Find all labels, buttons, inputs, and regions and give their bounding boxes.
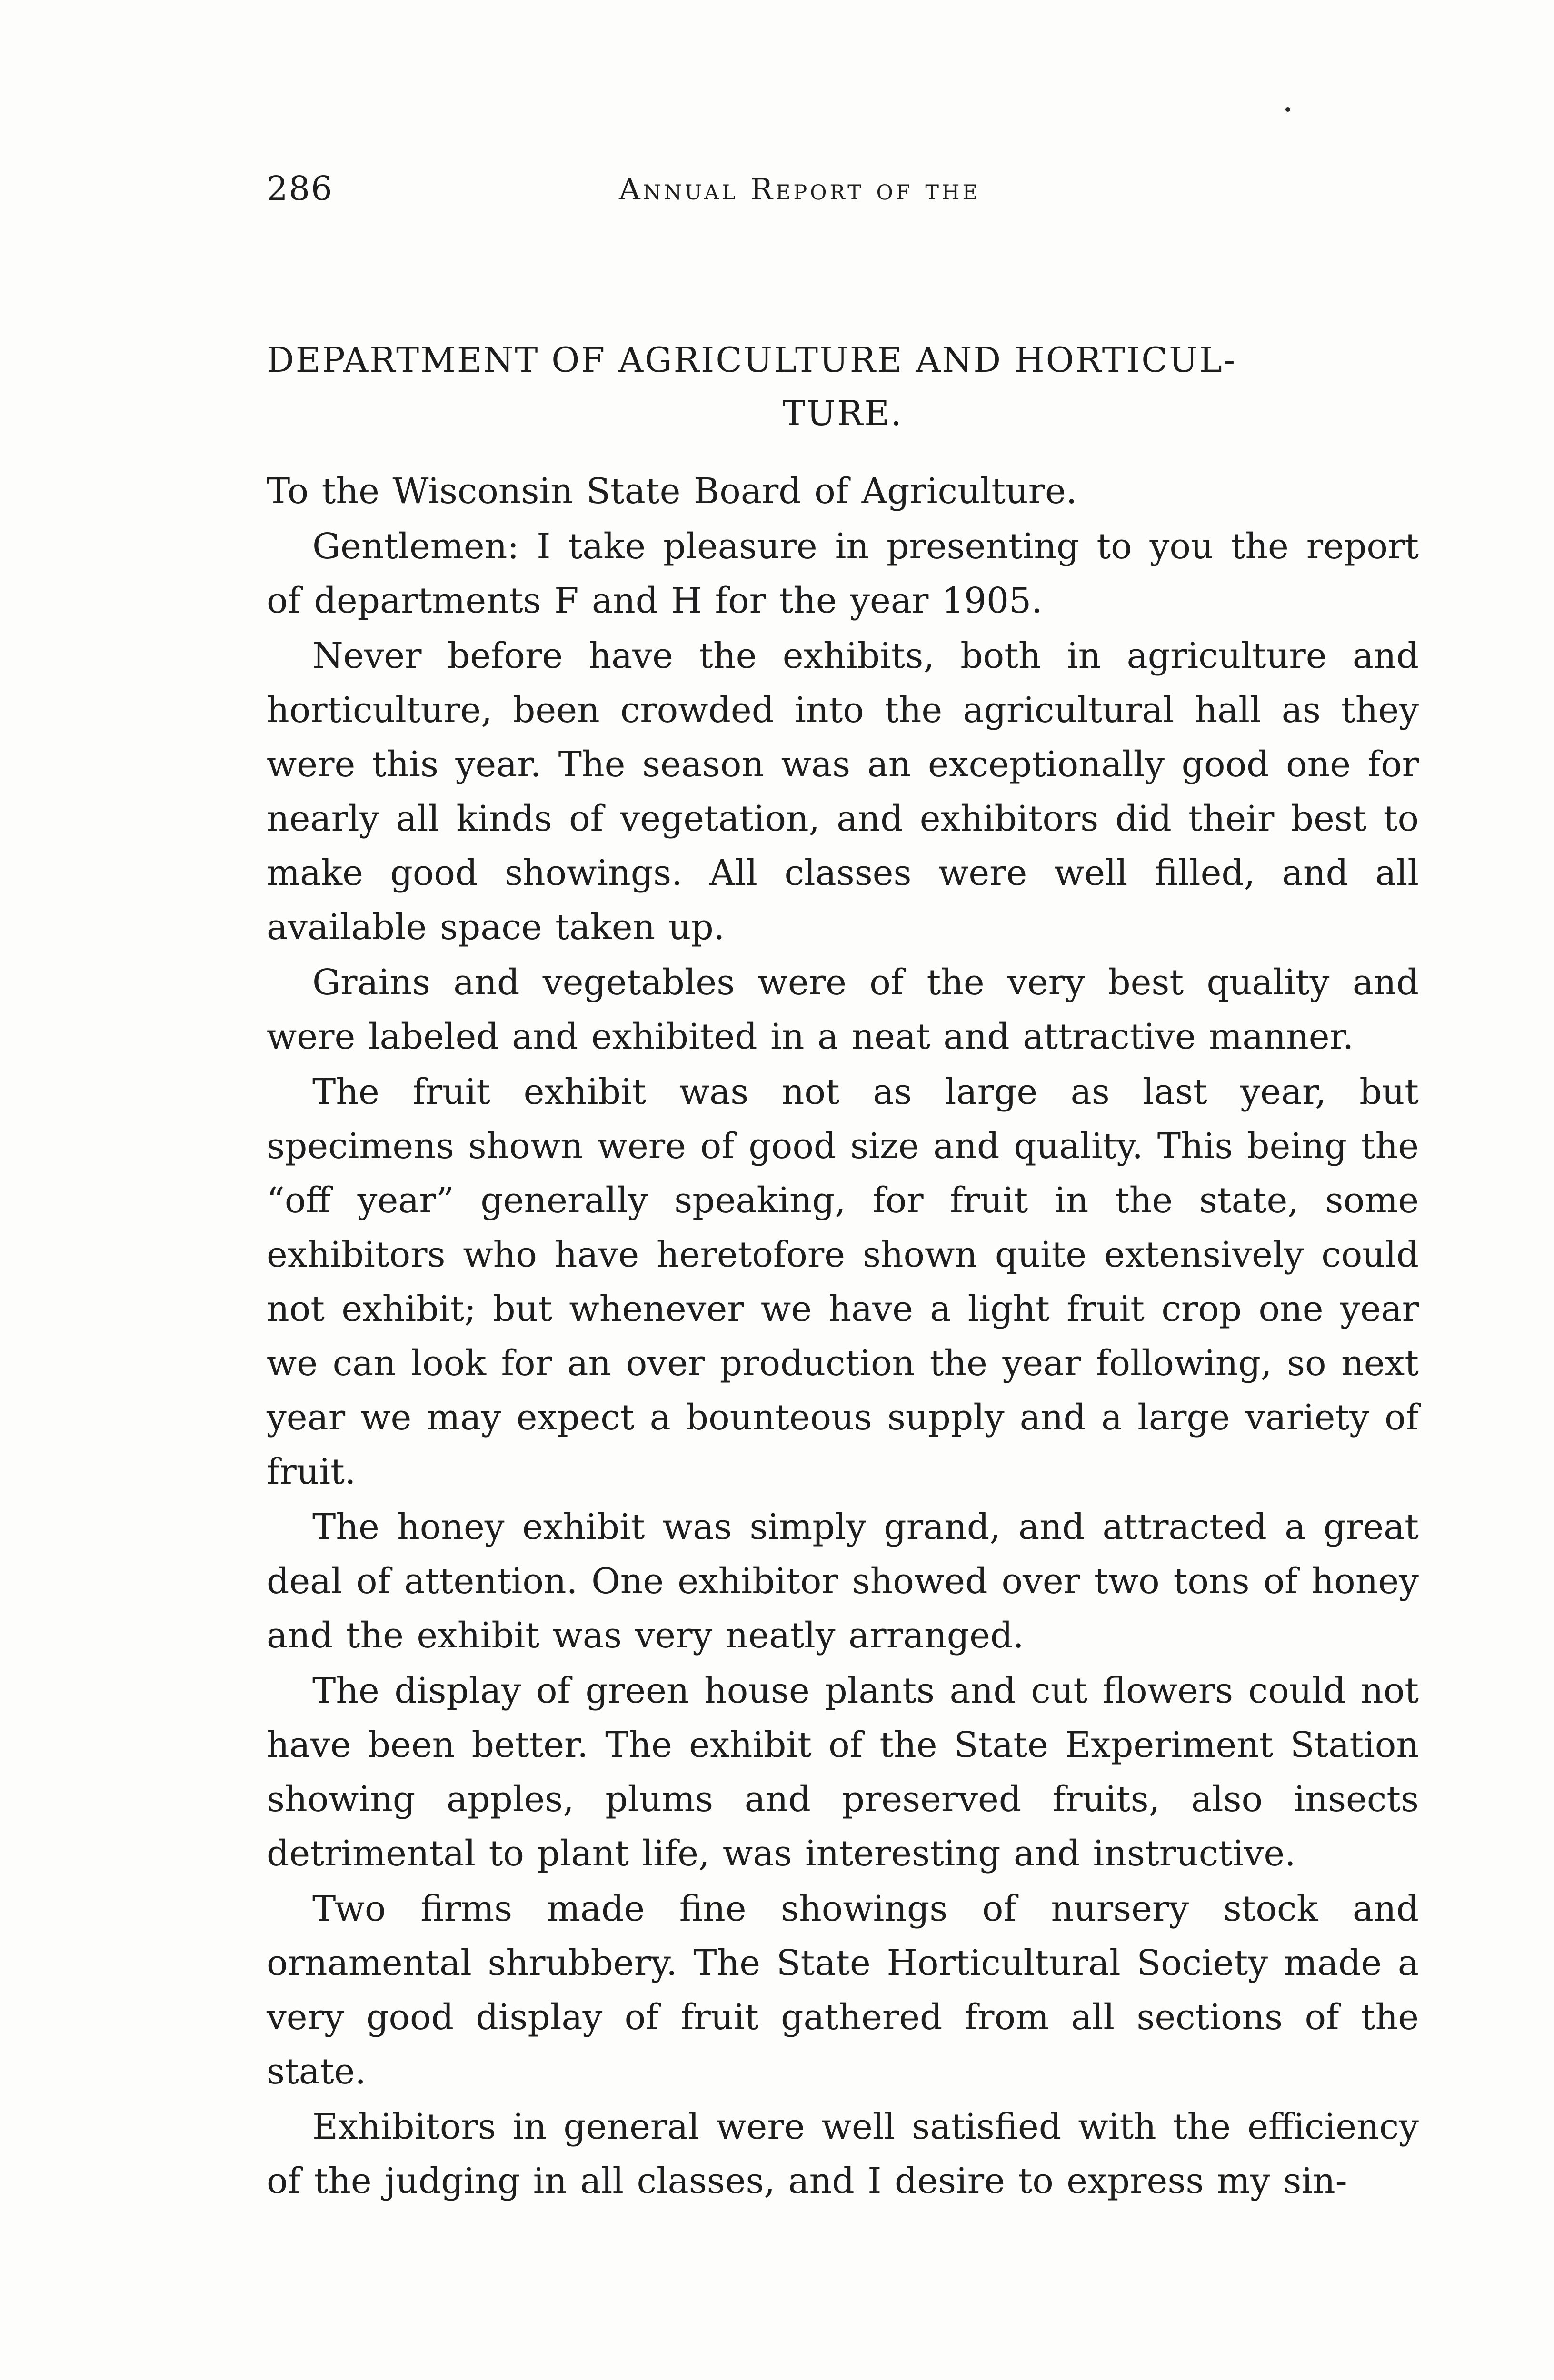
paragraph: Two firms made fine showings of nursery stock and ornamental shrubbery. The State Horticultural Society made a very good display of fruit gathered from all sections of the state. — [267, 1888, 1419, 2092]
section-title-line-1: DEPARTMENT OF AGRICULTURE AND HORTICUL- — [267, 340, 1237, 380]
section-title-line-2: TURE. — [782, 393, 903, 433]
paragraph: The display of green house plants and cut flowers could not have been better. The exhibit of the State Experiment Station showing apples, plums and preserved fruits, also insects detrimental to plant life, was interesting and instructive. — [267, 1670, 1419, 1874]
ink-speck — [1285, 107, 1290, 112]
section-title — [267, 333, 1419, 440]
paragraph: The honey exhibit was simply grand, and attracted a great deal of attention. One exhibitor showed over two tons of honey and the exhibit was very neatly arranged. — [267, 1507, 1419, 1656]
paragraph: Grains and vegetables were of the very best quality and were labeled and exhibited in a neat and attractive manner. — [267, 962, 1419, 1057]
page-header — [267, 169, 1419, 221]
page-number: 286 — [267, 169, 333, 208]
paragraph: Exhibitors in general were well satisfied with the efficiency of the judging in all classes, and I desire to express my sin- — [267, 2106, 1419, 2202]
running-head: Annual Report of the — [619, 172, 980, 207]
salutation: To the Wisconsin State Board of Agriculture. — [267, 471, 1077, 512]
body-text — [267, 464, 1419, 2209]
paragraph: Gentlemen: I take pleasure in presenting to you the report of departments F and H for the year 1905. — [267, 526, 1419, 621]
paragraph: The fruit exhibit was not as large as last year, but specimens shown were of good size and quality. This being the “off year” generally speaking, for fruit in the state, some exhibitors who have heretofore shown quite extensively could not exhibit; but whenever we have a light fruit crop one year we can look for an over production the year following, so next year we may expect a bounteous supply and a large variety of fruit. — [267, 1071, 1419, 1492]
paragraph: Never before have the exhibits, both in agriculture and horticulture, been crowded into the agricultural hall as they were this year. The season was an exceptionally good one for nearly all kinds of vegetation, and exhibitors did their best to make good showings. All classes were well filled, and all available space taken up. — [267, 635, 1419, 948]
